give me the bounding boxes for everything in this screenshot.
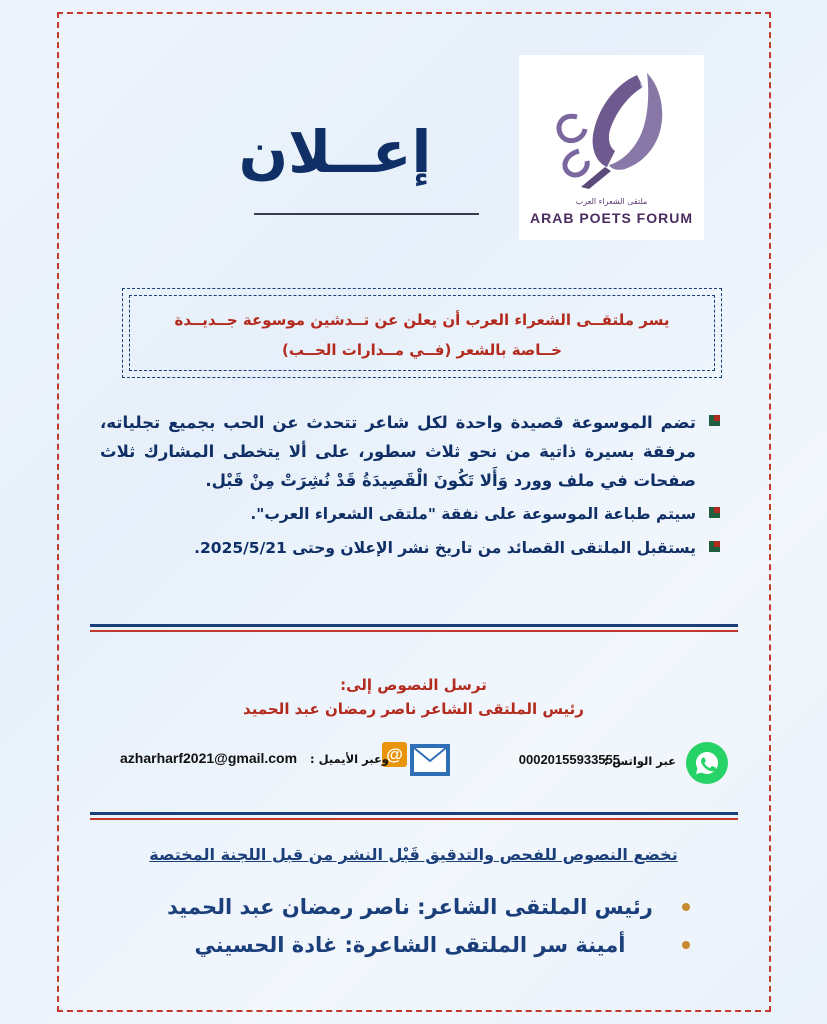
page-title: إعــلان	[238, 118, 432, 186]
chairman-label: رئيس الملتقى الشاعر ناصر رمضان عبد الحميد	[243, 700, 584, 718]
list-item-text: تضم الموسوعة قصيدة واحدة لكل شاعر تتحدث عن الحب بجميع تجلياته، مرفقة بسيرة ذاتية من نحو ثلاث سطور، على ألا يتخطى المشارك ثلاث صفحات في ملف وورد وَأَلا تَكُونَ الْقَصِيدَةُ قَدْ نُشِرَتْ مِنْ قَبْل.	[100, 413, 696, 490]
list-item	[100, 408, 720, 495]
section-divider-bottom-red	[90, 818, 738, 820]
conditions-list	[100, 408, 720, 568]
square-bullet-icon	[704, 415, 720, 426]
contact-row	[120, 740, 720, 786]
square-bullet-icon	[704, 507, 720, 518]
review-notice: تخضع النصوص للفحص والتدقيق قَبْل النشر من قبل اللجنة المختصة	[149, 845, 678, 864]
envelope-icon	[410, 744, 450, 776]
whatsapp-number: 00020155933555	[518, 752, 620, 767]
feather-quill-icon	[519, 55, 704, 205]
announcement-line-2: خــاصة بالشعر (فــي مــدارات الحــب)	[281, 341, 562, 359]
whatsapp-glyph	[694, 750, 720, 776]
signers-list	[150, 895, 690, 971]
logo-caption-en: ARAB POETS FORUM	[530, 210, 693, 226]
signer-name: رئيس الملتقى الشاعر: ناصر رمضان عبد الحميد	[167, 895, 653, 919]
list-item	[150, 933, 690, 957]
announcement-box	[122, 288, 722, 378]
list-item-text: سيتم طباعة الموسوعة على نفقة "ملتقى الشعراء العرب".	[250, 505, 696, 523]
announcement-inner	[129, 295, 715, 371]
whatsapp-icon[interactable]	[686, 742, 728, 784]
section-divider-top	[90, 624, 738, 627]
forum-logo	[519, 55, 704, 240]
dot-bullet-icon	[682, 941, 690, 949]
square-bullet-icon	[704, 541, 720, 552]
email-address[interactable]: azharharf2021@gmail.com	[120, 750, 298, 766]
title-divider	[254, 213, 479, 215]
list-item	[100, 534, 720, 563]
list-item-text: يستقبل الملتقى القصائد من تاريخ نشر الإعلان وحتى 2025/5/21.	[194, 539, 696, 557]
signer-name: أمينة سر الملتقى الشاعرة: غادة الحسيني	[194, 933, 626, 957]
section-divider-bottom	[90, 812, 738, 815]
announcement-line-1: يسر ملتقــى الشعراء العرب أن يعلن عن تــدشين موسوعة جــديــدة	[174, 311, 670, 329]
list-item	[150, 895, 690, 919]
logo-caption-ar: ملتقى الشعراء العرب	[575, 197, 648, 206]
at-sign-icon: @	[382, 742, 407, 767]
whatsapp-label: عبر الواتس :	[603, 754, 676, 768]
dot-bullet-icon	[682, 903, 690, 911]
list-item	[100, 500, 720, 529]
send-to-label: ترسل النصوص إلى:	[340, 676, 487, 694]
email-label: وعبر الأيميل :	[310, 752, 389, 766]
envelope-glyph	[412, 746, 448, 774]
section-divider-top-red	[90, 630, 738, 632]
